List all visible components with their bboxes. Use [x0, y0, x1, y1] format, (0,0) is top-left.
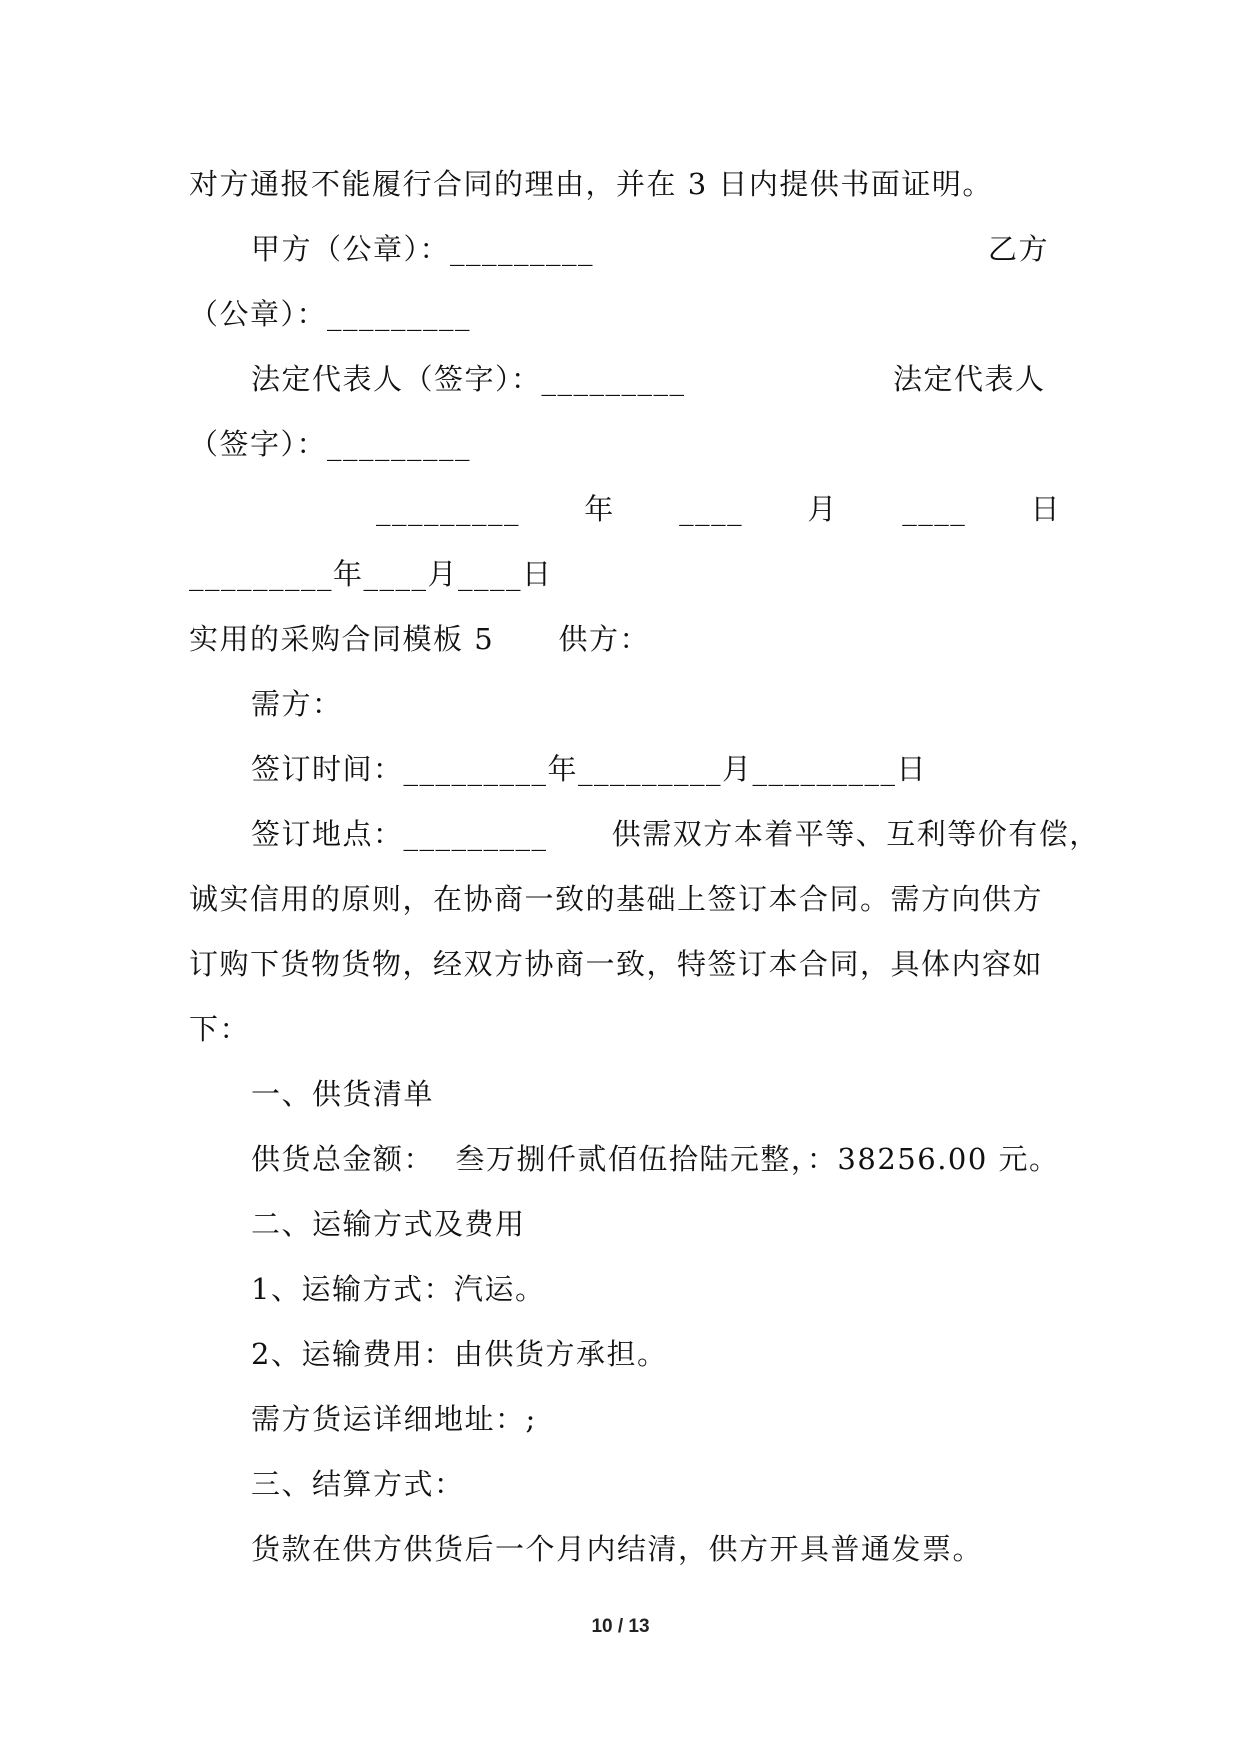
legal-rep-a-label: 法定代表人（签字）：_________ [251, 362, 686, 396]
heading-supply-list: 一、供货清单 [251, 1077, 435, 1111]
paragraph-line: 下： [189, 1012, 251, 1046]
section-title: 实用的采购合同模板 5 供方： [189, 622, 650, 656]
total-amount-line: 供货总金额： 叁万捌仟贰佰伍拾陆元整，：38256.00 元。 [251, 1142, 1060, 1176]
paragraph-line: 诚实信用的原则，在协商一致的基础上签订本合同。需方向供方 [189, 882, 1044, 916]
date-line-b: _________年____月____日 [189, 557, 553, 591]
party-a-seal-label: 甲方（公章）：_________ [251, 232, 595, 266]
delivery-address-line: 需方货运详细地址：; [251, 1402, 537, 1436]
date-line-a: _________ 年 ____ 月 ____ 日 [376, 492, 1062, 526]
paragraph-line: 对方通报不能履行合同的理由，并在 3 日内提供书面证明。 [189, 167, 993, 201]
legal-rep-b-label: 法定代表人 [893, 362, 1046, 396]
signing-time-line: 签订时间：_________年_________月_________日 [251, 752, 928, 786]
paragraph-line: 订购下货物货物，经双方协商一致，特签订本合同，具体内容如 [189, 947, 1044, 981]
transport-method-line: 1、运输方式：汽运。 [251, 1272, 546, 1306]
transport-cost-line: 2、运输费用：由供货方承担。 [251, 1337, 668, 1371]
heading-transport: 二、运输方式及费用 [251, 1207, 526, 1241]
buyer-label: 需方： [251, 687, 343, 721]
signing-place-line: 签订地点：_________ 供需双方本着平等、互利等价有偿， [251, 817, 1100, 851]
heading-settlement: 三、结算方式： [251, 1467, 465, 1501]
legal-rep-b-sign-label: （签字）：_________ [189, 427, 472, 461]
party-b-seal-label: （公章）：_________ [189, 297, 472, 331]
page-number: 10 / 13 [591, 1616, 650, 1637]
party-b-label: 乙方 [988, 232, 1050, 266]
settlement-line: 货款在供方供货后一个月内结清，供方开具普通发票。 [251, 1532, 984, 1566]
